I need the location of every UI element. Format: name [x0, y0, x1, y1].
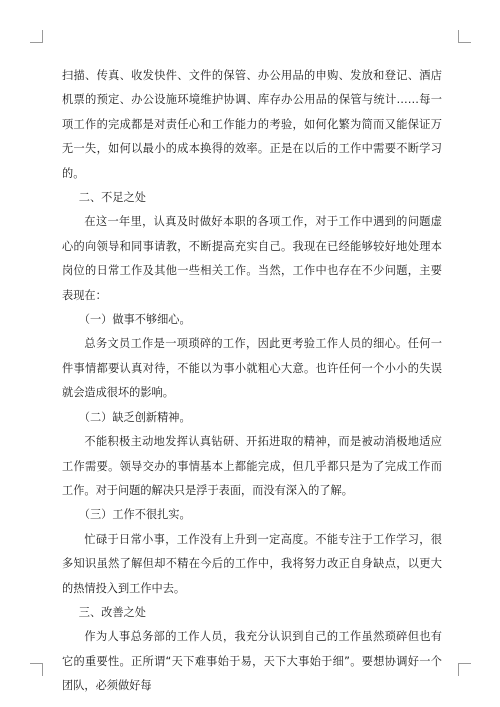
section-heading-improvements: 三、改善之处: [78, 605, 146, 619]
crop-mark-bottom-right: [458, 663, 471, 676]
section-heading-shortcomings: 二、不足之处: [78, 191, 146, 205]
paragraph-not-careful: 总务文员工作是一项琐碎的工作，因此更考验工作人员的细心。任何一件事情都要认真对待，不能以为事小就粗心大意。也许任何一个小小的失误就会造成很坏的影响。: [62, 337, 442, 400]
paragraph-continuation: 扫描、传真、收发快件、文件的保管、办公用品的申购、发放和登记、酒店机票的预定、办公设施环境维护协调、库存办公用品的保管与统计……每一项工作的完成都是对责任心和工作能力的考验，如何化繁为简而又能保证万无一失，如何以最小的成本换得的效率。正是在以后的工作中需要不断学习的。: [62, 69, 442, 180]
subheading-not-careful: （一）做事不够细心。: [78, 313, 191, 327]
paragraph-improvements: 作为人事总务部的工作人员，我充分认识到自己的工作虽然琐碎但也有它的重要性。正所谓“天下难事始于易，天下大事始于细”。要想协调好一个团队，必须做好每: [62, 630, 442, 693]
crop-mark-top-right: [458, 30, 471, 43]
paragraph-not-solid: 忙碌于日常小事，工作没有上升到一定高度。不能专注于工作学习，很多知识虽然了解但却不精在今后的工作中，我将努力改正自身缺点，以更大的热情投入到工作中去。: [62, 532, 442, 595]
subheading-lack-innovation: （二）缺乏创新精神。: [78, 410, 191, 424]
document-body: [62, 64, 442, 699]
subheading-not-solid: （三）工作不很扎实。: [78, 508, 191, 522]
paragraph-shortcomings-intro: 在这一年里，认真及时做好本职的各项工作，对于工作中遇到的问题虚心的向领导和同事请教，不断提高充实自己。我现在已经能够较好地处理本岗位的日常工作及其他一些相关工作。当然，工作中也存在不少问题，主要表现在：: [62, 215, 442, 302]
crop-mark-top-left: [30, 30, 43, 43]
crop-mark-bottom-left: [30, 663, 43, 676]
paragraph-lack-innovation: 不能积极主动地发挥认真钻研、开拓进取的精神，而是被动消极地适应工作需要。领导交办的事情基本上都能完成，但几乎都只是为了完成工作而工作。对于问题的解决只是浮于表面，而没有深入的了解。: [62, 435, 442, 497]
